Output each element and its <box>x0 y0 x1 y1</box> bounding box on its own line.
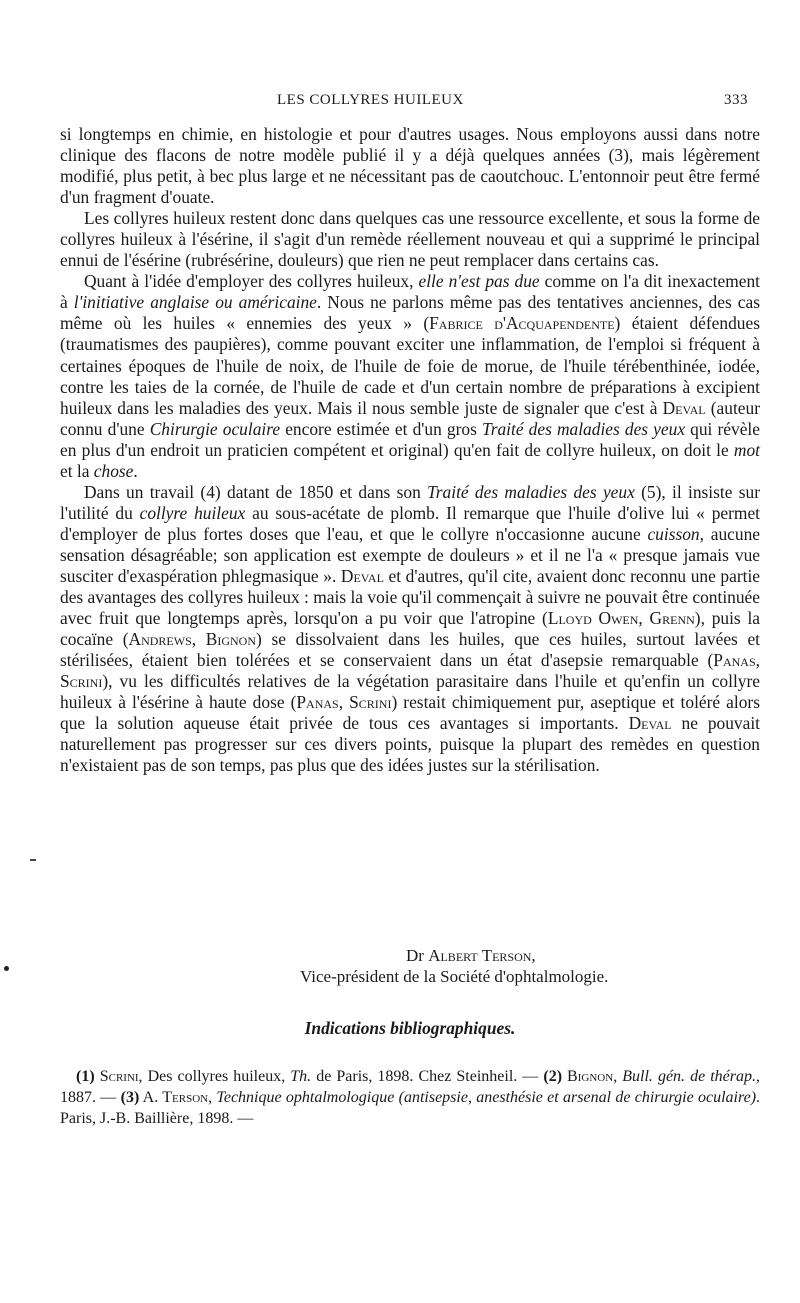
text-run: . Paris, J.-B. Baillière, 1898. — <box>60 1089 761 1127</box>
text-run: et d'autres, qu'il cite, avaient donc reconnu une partie des avantages des collyres huileux : mais la voie qu'il commençait à suivre ne pouvait être continuée avec fruit que longtemps après, lorsqu'on a pu voir que l'atropine ( <box>60 565 760 629</box>
text-run: ) se dissolvaient dans les huiles, que ces huiles, surtout lavées et stérilisées, étaient bien tolérées et se conservaient dans un état d'asepsie remarquable ( <box>60 629 760 671</box>
author-name: Deval <box>628 713 672 734</box>
paragraph-1: si longtemps en chimie, en histologie et pour d'autres usages. Nous employons aussi dans notre clinique des flacons de notre modèle publié il y a déjà quelques années (3), mais légèrement modifié, plus petit, à bec plus large et ne nécessitant pas de caoutchouc. L'entonnoir peut être fermé d'un fragment d'ouate. <box>60 124 760 208</box>
text-run: encore estimée et d'un gros <box>280 418 482 439</box>
text-run: , <box>613 1068 623 1085</box>
author-name: A. Terson <box>139 1089 209 1106</box>
author-name: Bignon <box>562 1068 614 1085</box>
italic-run: Th. <box>290 1068 312 1085</box>
ref-number: (3) <box>120 1089 140 1106</box>
author-name: Albert Terson, <box>428 946 536 965</box>
text-run: ) étaient défendues (traumatismes des paupières), comme pouvant exciter une inflammation, de l'emploi si fréquent à certaines époques de l'huile de noix, de l'huile de foie de morue, de l'huile térébenthinée, iodée, contre les taies de la cornée, de l'huile de cade et d'un certain nombre de préparations à excipient huileux dans les maladies des yeux. Mais il nous semble juste de signaler que c'est à <box>60 313 760 418</box>
margin-dot <box>4 966 9 971</box>
author-name: Deval <box>662 397 706 418</box>
paragraph-2: Les collyres huileux restent donc dans quelques cas une ressource excellente, et sous la forme de collyres huileux à l'ésérine, il s'agit d'un remède réellement nouveau et qui a supprimé le principal ennui de l'ésérine (rubrésérine, douleurs) que rien ne peut remplacer dans certains cas. <box>60 208 760 271</box>
italic-run: Bull. gén. de thérap. <box>622 1068 757 1085</box>
paragraph-4 <box>60 482 760 777</box>
author-name: Andrews, Bignon <box>128 629 257 650</box>
text-run: Dans un travail (4) datant de 1850 et dans son <box>84 481 428 502</box>
ref-number: (1) <box>76 1068 95 1085</box>
paragraph-3 <box>60 271 760 481</box>
italic-run: l'initiative anglaise ou américaine <box>73 292 317 313</box>
author-name: Panas, Scrini <box>296 692 392 713</box>
text-run: qui révèle en plus d'un endroit un praticien compétent et original) qu'en fait de collyre huileux, on doit le <box>60 418 760 460</box>
italic-run: Technique ophtalmologique (antisepsie, anesthésie et arsenal de chirurgie oculaire) <box>216 1089 757 1106</box>
text-run: et la <box>60 460 94 481</box>
italic-run: collyre huileux <box>139 502 246 523</box>
italic-run: chose <box>93 460 134 481</box>
bibliography-text <box>60 1066 760 1129</box>
text-run: ) restait chimiquement pur, aseptique et toléré alors que la solution aqueuse était privée de tous ces avantages si importants. <box>60 692 760 734</box>
text-run: , <box>208 1089 217 1106</box>
italic-run: elle n'est pas due <box>418 271 540 292</box>
text-run: ), puis la cocaïne ( <box>60 608 760 650</box>
italic-run: Traité des maladies des yeux <box>427 481 635 502</box>
text-run: au sous-acétate de plomb. Il remarque que l'huile d'olive lui « permet d'employer de plus fortes doses que l'eau, et que le collyre n'occasionne aucune <box>60 502 761 544</box>
author-name: Fabrice d'Acquapendente <box>429 313 615 334</box>
running-title: LES COLLYRES HUILEUX <box>277 92 464 108</box>
text-run: de Paris, 1898. Chez Steinheil. — <box>311 1068 544 1085</box>
text-run: , Des collyres huileux, <box>138 1068 291 1085</box>
text-run: (auteur connu d'une <box>60 397 760 439</box>
author-name: Panas, Scrini <box>60 650 760 692</box>
signature-name <box>60 946 760 966</box>
author-name: Scrini <box>94 1068 139 1085</box>
text-run: . <box>133 460 138 481</box>
text-run: (5), il insiste sur l'utilité du <box>60 481 760 523</box>
text-run: , aucune sensation désagréable; son application est exempte de douleurs » et il ne l'a « presque jamais vue susciter d'exaspération phlegmasique ». <box>60 523 760 586</box>
title-prefix: Dr <box>406 946 429 965</box>
italic-run: Chirurgie oculaire <box>149 418 281 439</box>
body-text <box>60 124 760 776</box>
text-run: ), vu les difficultés relatives de la végétation parasitaire dans l'huile et qu'enfin un collyre huileux à l'ésérine à haute dose ( <box>60 671 760 713</box>
italic-run: Traité des maladies des yeux <box>481 418 686 439</box>
text-run: , 1887. — <box>60 1068 761 1106</box>
italic-run: mot <box>733 439 760 460</box>
italic-run: cuisson <box>647 523 700 544</box>
page-number: 333 <box>724 92 748 108</box>
text-run: Quant à l'idée d'employer des collyres huileux, <box>84 271 419 292</box>
author-name: Lloyd Owen, Grenn <box>547 608 695 629</box>
author-name: Deval <box>340 565 384 586</box>
bibliography-heading: Indications bibliographiques. <box>304 1018 516 1038</box>
margin-mark <box>30 859 36 861</box>
signature-role: Vice-président de la Société d'ophtalmologie. <box>300 967 609 986</box>
ref-number: (2) <box>543 1068 563 1085</box>
text-run: ne pouvait naturellement pas progresser sur ces divers points, puisque la plupart des remèdes en question n'existaient pas de son temps, pas plus que des idées justes sur la stérilisation. <box>60 713 760 776</box>
text-run: comme on l'a dit inexactement à <box>60 271 761 313</box>
text-run: . Nous ne parlons même pas des tentatives anciennes, des cas même où les huiles « ennemies des yeux » ( <box>60 292 760 334</box>
